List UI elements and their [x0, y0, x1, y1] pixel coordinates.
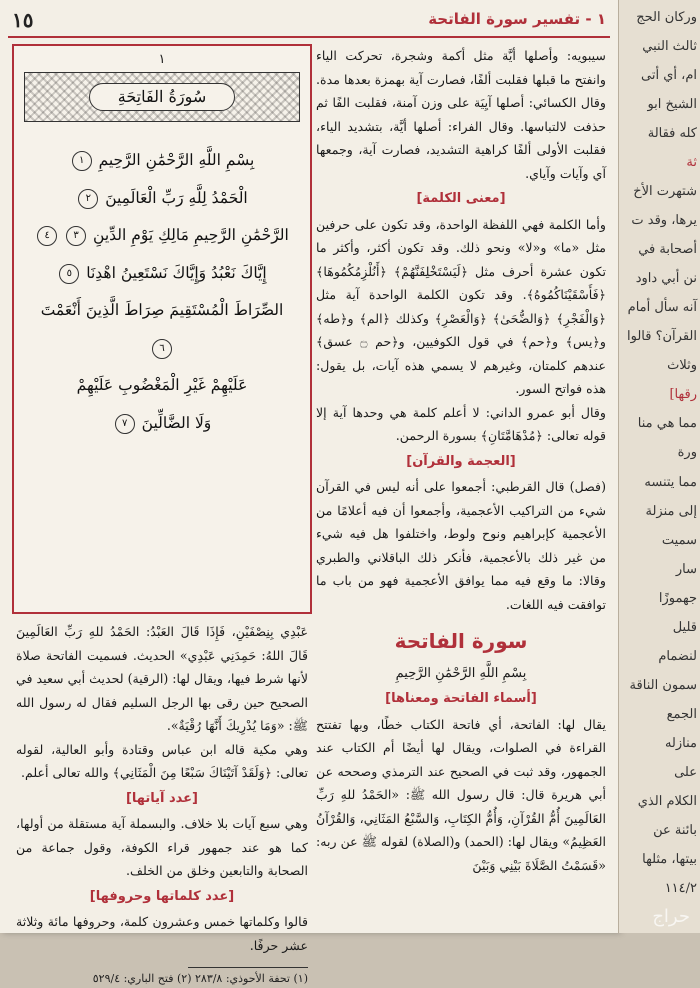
edge-text-line: ثة: [686, 155, 697, 171]
edge-text-line: منازله: [664, 735, 697, 751]
edge-text-line: كله فقالة: [647, 126, 697, 142]
verse-text: الْحَمْدُ لِلَّهِ رَبِّ الْعَالَمِينَ: [105, 188, 248, 207]
subheading-names: [أسماء الفاتحة ومعناها]: [385, 691, 537, 706]
edge-text-line: الكلام الذي: [637, 793, 697, 809]
edge-text-line: إلى منزلة: [645, 503, 697, 519]
paragraph: وقال أبو عمرو الداني: لا أعلم كلمة هي وحدها آية إلا قوله تعالى: ﴿مُدْهَامَّتَانِ﴾ بسورة الرحمن.: [316, 404, 606, 443]
edge-text-line: وركان الحج: [636, 10, 697, 25]
edge-text-line: شتهرت الأخ: [633, 184, 697, 200]
footnote-rule: [188, 967, 308, 968]
edge-text-line: بيتها، مثلها: [642, 851, 697, 867]
page-header: [8, 6, 610, 34]
edge-text-line: بائنة عن: [653, 822, 697, 838]
verse-line: [28, 292, 296, 367]
footnote: (١) تحفة الأحوذي: ٢٨٣/٨ (٢) فتح الباري: ٥٢٩/٤: [92, 972, 308, 985]
surah-name-cartouche: سُورَةُ الفَاتِحَةِ: [89, 83, 235, 111]
edge-text-line: ورة: [677, 445, 697, 461]
verse-text: الصِّرَاطَ الْمُسْتَقِيمَ صِرَاطَ الَّذِينَ أَنْعَمْتَ: [40, 301, 284, 319]
subheading-verse-count: [عدد آياتها]: [125, 790, 199, 806]
ayah-marker: ٣: [66, 226, 86, 246]
edge-text-line: أصحابة في: [638, 242, 697, 258]
edge-text-line: على: [674, 764, 697, 780]
verse-line: [28, 142, 296, 180]
edge-text-line: ١١٤/٢: [664, 880, 697, 896]
paragraph: وهي سبع آيات بلا خلاف. والبسملة آية مستقلة من أولها، كما هو عند جمهور قراء الكوفة، وقول جماعة من الصحابة والتابعين وخلق من الخلف.: [16, 816, 308, 878]
ayah-marker: ٥: [59, 264, 79, 284]
paragraph: عَبْدِي بِنِصْفَيْنِ، فَإِذَا قَالَ العَبْدُ: الحَمْدُ للهِ رَبِّ العَالَمِينَ قَالَ اللهُ: حَمِدَنِي عَبْدِي» الحديث. فسميت الفاتحة صلاة لأنها شرط فيها، ويقال لها: (الرقية) لحديث أبي سعيد في الصحيح حين رقى بها الرجل السليم فقال له رسول الله ﷺ: «وَمَا يُدْرِيكَ أَنَّهَا رُقْيَةٌ».: [16, 624, 308, 733]
edge-text-line: يرها، وقد ت: [631, 213, 697, 229]
edge-text-line: القرآن؟ قالوا: [627, 329, 697, 345]
edge-text-line: نن أبي داود: [635, 271, 697, 287]
surah-frame: [12, 44, 312, 614]
paragraph: قالوا وكلماتها خمس وعشرون كلمة، وحروفها مائة وثلاثة عشر حرفًا.: [16, 914, 308, 953]
edge-text-line: آنه سأل أمام: [627, 300, 697, 316]
page-number: ١٥: [12, 8, 34, 32]
edge-text-line: مما يتنسه: [644, 474, 697, 490]
ayah-marker: ٢: [78, 189, 98, 209]
running-head: ١ - تفسير سورة الفاتحة: [428, 10, 606, 28]
ayah-marker: ٤: [37, 226, 57, 246]
edge-text-line: رقها]: [669, 387, 697, 403]
paragraph: وهي مكية قاله ابن عباس وقتادة وأبو العالية، لقوله تعالى: ﴿وَلَقَدْ آتَيْنَاكَ سَبْعًا مِنَ الْمَثَانِي﴾ والله تعالى أعلم.: [16, 741, 308, 780]
verse-text: إِيَّاكَ نَعْبُدُ وَإِيَّاكَ نَسْتَعِينُ اهْدِنَا: [86, 263, 267, 282]
edge-text-line: سمون الناقة: [629, 677, 697, 693]
surah-verses: [28, 142, 296, 442]
edge-text-line: الشيخ ابو: [647, 97, 697, 113]
subheading-foreign-words: [العجمة والقرآن]: [406, 453, 516, 469]
verse-line: [28, 180, 296, 218]
verse-line: [28, 217, 296, 255]
ayah-marker: ١: [72, 151, 92, 171]
edge-text-line: ثالث النبي: [642, 39, 697, 55]
edge-text-line: الجمع: [666, 706, 697, 722]
edge-text-line: لنضمام: [658, 648, 697, 664]
left-text: [16, 620, 308, 988]
edge-text-line: مما هي منا: [637, 416, 697, 432]
edge-text-line: ام، أي أتى: [641, 68, 697, 84]
ayah-marker: ٦: [152, 339, 172, 359]
paragraph: وأما الكلمة فهي اللفظة الواحدة، وقد تكون على حرفين مثل «ما» و«لا» ونحو ذلك. وقد تكون أكثر، وأكثر ما تكون عشرة أحرف مثل ﴿لَيَسْتَخْلِفَنَّهُمْ﴾ ﴿أَنُلْزِمُكُمُوهَا﴾ ﴿فَأَسْقَيْنَاكُمُوهُ﴾. وقد تكون الكلمة الواحدة آية مثل ﴿وَالْفَجْرِ﴾ ﴿وَالضُّحَىٰ﴾ ﴿وَالْعَصْرِ﴾ وكذلك ﴿الم﴾ و﴿طه﴾ و﴿يس﴾ و﴿حم﴾ في قول الكوفيين، و﴿حم ۝ عسق﴾ عندهم كلمتان، وغيرهم لا يسمي هذه آيات، بل يقول: هذه فواتح السور.: [316, 216, 606, 396]
edge-text-line: قليل: [672, 619, 697, 635]
paragraph: (فصل) قال القرطبي: أجمعوا على أنه ليس في القرآن شيء من التراكيب الأعجمية، وأجمعوا أن فيه أعلامًا من الأعجمية كإبراهيم ونوح ولوط، واختلفوا هل فيه شيء من غير ذلك بالأعجمية، فأنكر ذلك الباقلاني والطبري وقالا: ما وقع فيه مما يوافق الأعجمية فهو من باب ما توافقت فيه اللغات.: [316, 479, 606, 612]
adjacent-page-edge: [618, 0, 700, 933]
verse-line: [28, 405, 296, 443]
verse-line: [28, 255, 296, 293]
basmala: بِسْمِ اللَّهِ الرَّحْمَٰنِ الرَّحِيمِ: [395, 665, 527, 681]
paragraph: يقال لها: الفاتحة، أي فاتحة الكتاب خطًا، وبها تفتتح القراءة في الصلوات، ويقال لها أيضًا أم الكتاب عند الجمهور، وقد ثبت في الصحيح عند الترمذي وصححه عن أبي هريرة قال: قال رسول الله ﷺ: «الحَمْدُ للهِ رَبِّ العَالَمِينَ أُمُّ القُرْآنِ، وَأُمُّ الكِتَابِ، وَالسَّبْعُ المَثَانِي، وَالقُرْآنُ العَظِيمُ» ويقال لها: (الحمد) و(الصلاة) لقوله ﷺ عن ربه: «قَسَمْتُ الصَّلَاةَ بَيْنِي وَبَيْنَ: [316, 716, 606, 873]
subheading-word-count: [عدد كلماتها وحروفها]: [89, 888, 235, 904]
verse-text: وَلَا الضَّالِّينَ: [141, 413, 212, 432]
paragraph: سيبويه: وأصلها أيَّة مثل أكمة وشجرة، تحركت الياء وانفتح ما قبلها فقلبت ألفًا، فصارت آية بهمزة بعدها مدة. وقال الكسائي: أصلها آيِيَة على وزن آمنة، فقلبت الفًا ثم حذفت لالتباسها. وقال الفراء: أصلها أيَّة، بتشديد الياء، فقلبت الأولى ألفًا كراهية التشديد، فصارت آية، وجمعها آي وآيات وآياي.: [316, 48, 606, 181]
verse-text: بِسْمِ اللَّهِ الرَّحْمَٰنِ الرَّحِيمِ: [98, 151, 255, 169]
surah-number: ١: [158, 52, 166, 67]
subheading-word-meaning: [معنى الكلمة]: [416, 191, 506, 206]
ornament-banner: [24, 72, 300, 122]
edge-text-line: وثلاث: [667, 358, 697, 374]
left-column: [10, 44, 310, 985]
watermark-logo: حراج: [652, 906, 690, 927]
verse-text: الرَّحْمَٰنِ الرَّحِيمِ مَالِكِ يَوْمِ الدِّينِ: [93, 226, 289, 244]
right-column: [316, 44, 606, 925]
header-rule: [8, 36, 610, 38]
edge-text-line: سار: [675, 561, 697, 577]
verse-line: [28, 367, 296, 405]
edge-text-line: سميت: [661, 532, 697, 548]
verse-text: عَلَيْهِمْ غَيْرِ الْمَغْضُوبِ عَلَيْهِمْ: [76, 376, 248, 394]
edge-text-line: جهموزًا: [658, 590, 697, 606]
surah-title: سورة الفاتحة: [394, 629, 528, 653]
ayah-marker: ٧: [115, 414, 135, 434]
